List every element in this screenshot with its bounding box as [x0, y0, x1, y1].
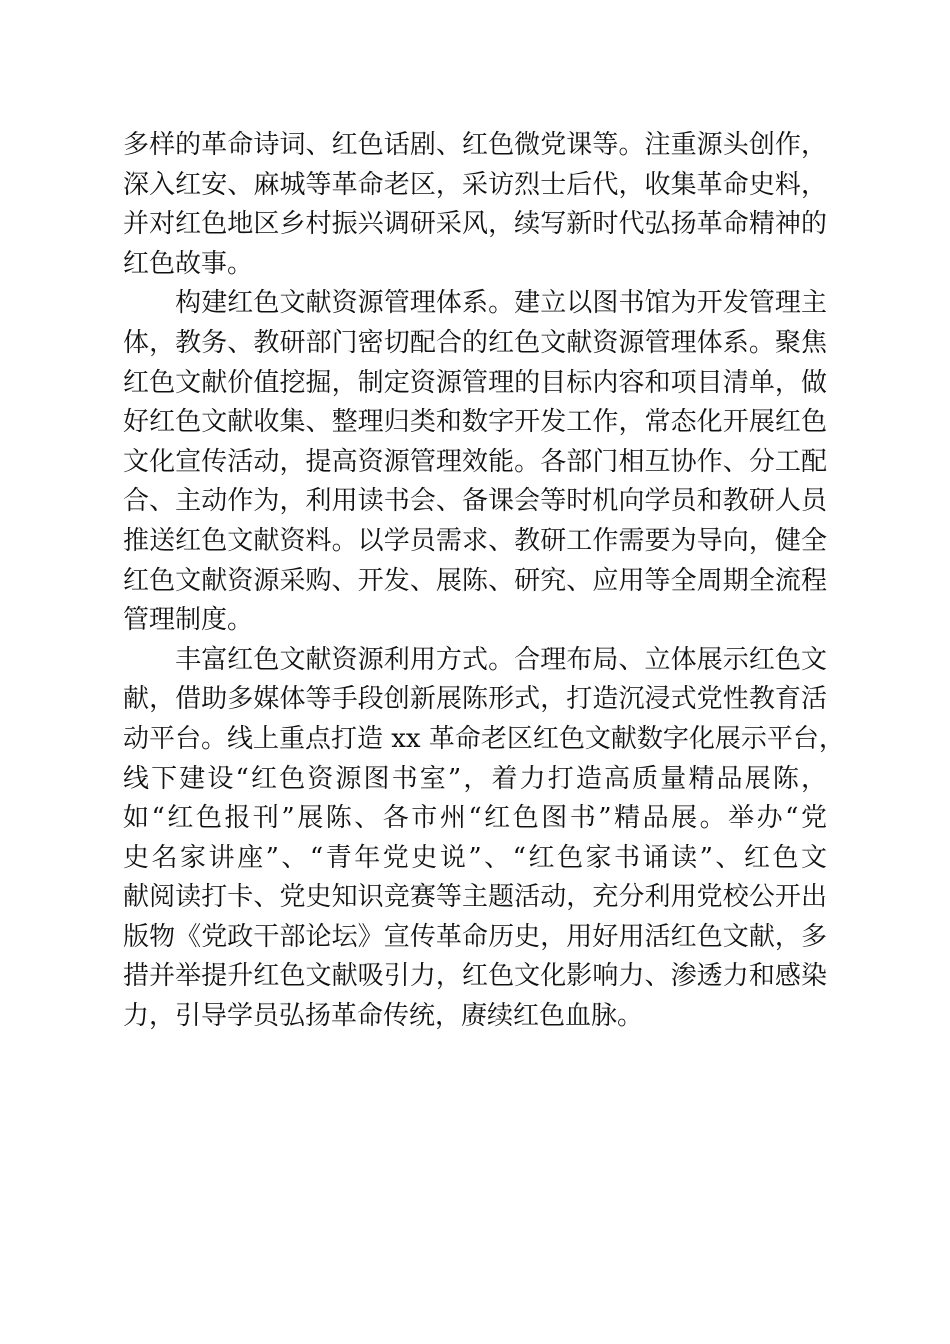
- paragraph-continuation: [123, 126, 827, 284]
- text-line: 动平台。线上重点打造 xx 革命老区红色文献数字化展示平台，: [123, 723, 845, 754]
- text-line: 红色文献资源采购、开发、展陈、研究、应用等全周期全流程: [123, 565, 827, 596]
- paragraph-utilization-methods: [123, 641, 845, 1037]
- paragraph-management-system: [123, 284, 827, 640]
- text-line: 献，借助多媒体等手段创新展陈形式，打造沉浸式党性教育活: [123, 684, 827, 715]
- text-line: 管理制度。: [123, 605, 254, 636]
- text-line: 构建红色文献资源管理体系。建立以图书馆为开发管理主: [123, 288, 827, 319]
- text-line: 史名家讲座”、“青年党史说”、“红色家书诵读”、红色文: [123, 842, 827, 873]
- text-line: 体，教务、教研部门密切配合的红色文献资源管理体系。聚焦: [123, 327, 827, 358]
- text-line: 并对红色地区乡村振兴调研采风，续写新时代弘扬革命精神的: [123, 209, 827, 240]
- text-line: 文化宣传活动，提高资源管理效能。各部门相互协作、分工配: [123, 446, 827, 477]
- text-line: 红色文献价值挖掘，制定资源管理的目标内容和项目清单，做: [123, 367, 827, 398]
- text-line: 好红色文献收集、整理归类和数字开发工作，常态化开展红色: [123, 407, 827, 438]
- text-line: 献阅读打卡、党史知识竞赛等主题活动，充分利用党校公开出: [123, 882, 827, 913]
- text-line: 推送红色文献资料。以学员需求、教研工作需要为导向，健全: [123, 525, 827, 556]
- text-line: 力，引导学员弘扬革命传统，赓续红色血脉。: [123, 1001, 644, 1032]
- text-line: 丰富红色文献资源利用方式。合理布局、立体展示红色文: [123, 644, 827, 675]
- text-line: 如“红色报刊”展陈、各市州“红色图书”精品展。举办“党: [123, 803, 827, 834]
- text-line: 合、主动作为，利用读书会、备课会等时机向学员和教研人员: [123, 486, 827, 517]
- text-line: 版物《党政干部论坛》宣传革命历史，用好用活红色文献，多: [123, 921, 827, 952]
- text-line: 深入红安、麻城等革命老区，采访烈士后代，收集革命史料，: [123, 169, 827, 200]
- document-body: [123, 126, 845, 1037]
- text-line: 红色故事。: [123, 248, 254, 279]
- text-line: 多样的革命诗词、红色话剧、红色微党课等。注重源头创作，: [123, 130, 827, 160]
- text-line: 线下建设“红色资源图书室”，着力打造高质量精品展陈，: [123, 763, 827, 794]
- text-line: 措并举提升红色文献吸引力，红色文化影响力、渗透力和感染: [123, 961, 827, 992]
